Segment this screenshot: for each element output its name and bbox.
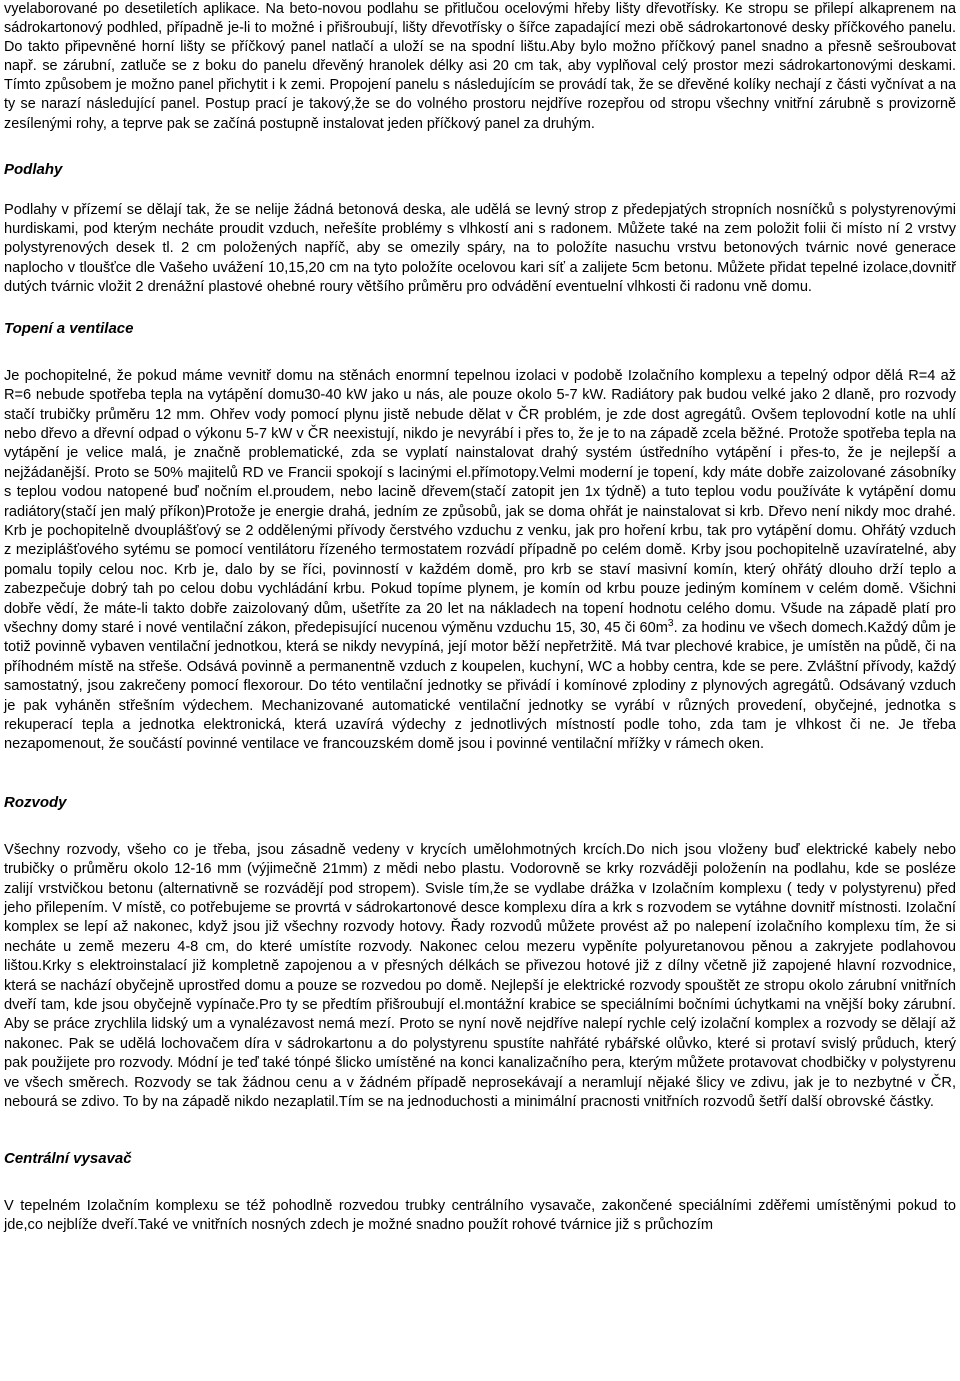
section-heading-podlahy: Podlahy (4, 160, 63, 178)
superscript-cubic: 3 (667, 618, 674, 630)
topeni-text-part-2: . za hodinu ve všech domech.Každý dům je totiž povinně vybaven ventilační jednotkou, která se nikdy nevypíná, její motor běží nepřetržitě. Má tvar plechové krabice, je umístěn na půdě, či na příhodném místě na střeše. Odsává povinně a permanentně vzduch z koupelen, kuchyní, WC a hobby centra, kde se pere. Zvláštní přívody, každý samostatný, jsou zakrečeny pomocí flexorour. Do této ventilační jednotky se přivádí i komínové zplodiny z plynových agregátů. Odsávaný vzduch je pak vyháněn střešním výdechem. Mechanizované automatické ventilační jednotky se vyrábí v různých provedení, obyčejné, jednotka s rekuperací tepla a jednotka elektronická, která uzavírá výdechy z jednotlivých místností podle toho, zda tam je vlhkost či ne. Je třeba nezapomenout, že součástí povinné ventilace ve francouzském domě jsou i povinné ventilační mřížky v rámech oken. (4, 619, 956, 753)
section-text-rozvody: Všechny rozvody, všeho co je třeba, jsou zásadně vedeny v krycích umělohmotných krcích.Do nich jsou vloženy buď elektrické kabely nebo trubičky o průměru okolo 12-16 mm (výjimečně 21mm) z mědi nebo plastu. Vodorovně se krky rozváději položenín na podlahu, kde se posléze zalijí vrstvičkou betonu (alternativně se rozvádějí pod stropem). Svisle tím,že se vydlabe drážka v Izolačním komplexu ( tedy v polystyrenu) před jeho přilepením. V místě, co potřebujeme se provrtá v sádrokartonové desce komplexu díra a krk s rozvodem se vytáhne dovnitř místnosti. Izolační komplex se lepí až nakonec, když jsou již všechny rozvody hotovy. Řady rozvodů můžete provést až po nalepení izolačního komplexu tím, že si necháte u země mezeru 4-8 cm, do které umístíte rozvody. Nakonec celou mezeru vypěníte polyuretanovou pěnou a zakryjete podlahovou lištou.Krky s elektroinstalací již kompletně zapojenou a v přesných délkách se přivezou hotové již z dílny včetně již zapojené hlavní rozvodnice, která se nachází obyčejně uprostřed domu a pouze se rozvedou po domě. Nejlepší je elektrické rozvody spouštět ze stropu okolo zárubní vnitřních dveří tam, kde jsou obyčejně vypínače.Pro ty se předtím přišroubují el.montážní krabice se speciálními bočními úchytkami na vnější boky zárubní. Aby se práce zrychlila lidský um a vynalézavost nemá mezí. Proto se nyní nově nejdříve nalepí rychle celý izolační komplex a rozvody se dělají až nakonec. Pak se udělá lochovačem díra v sádrokartonu a do polystyrenu spustíte nahřáté rybářské olůvko, které si protaví svislý průduch, který pak použijete pro rozvody. Módní je teď také tónpé šlicko umístěné na konci kanalizačního pera, kterým můžete protavovat chodbičky v polystyrenu ve všech směrech. Rozvody se tak žádnou cenu a v žádném případě neprosekávají a neramlují nějaké šlicy ve zdivu, jak je to nezbytné v ČR, nebourá se zdivo. To by na západě nikdo nezaplatil.Tím se na jednoduchosti a minimální pracnosti vnitřních rozvodů šetří další obrovské částky. (4, 841, 956, 1111)
section-text-centralni-vysavac: V tepelném Izolačním komplexu se též pohodlně rozvedou trubky centrálního vysavače, zakončené speciálními zděřemi umístěnými pokud to jde,co nejblíže dveří.Také ve vnitřních nosných zdech je možné snadno použít rohové tvárnice již s průchozím (4, 1197, 956, 1233)
section-text-topeni (4, 367, 956, 755)
section-heading-rozvody: Rozvody (4, 793, 67, 811)
section-heading-centralni-vysavac: Centrální vysavač (4, 1149, 132, 1167)
section-heading-topeni: Topení a ventilace (4, 319, 134, 337)
topeni-text-part-1: Je pochopitelné, že pokud máme vevnitř domu na stěnách enormní tepelnou izolaci v podobě Izolačního komplexu a tepelný odpor dělá R=4 až R=6 nebude spotřeba tepla na vytápění domu30-40 kW jako u nás, ale pouze okolo 5-7 kW. Radiátory pak budou velké jako 2 dlaně, pro rozvody stačí trubičky průměru 12 mm. Ohřev vody pomocí plynu jistě nebude dělat v ČR problém, je zde dost agregátů. Ovšem teplovodní kotle na uhlí nebo dřevo a dřevní odpad o výkonu 5-7 kW v ČR neexistují, nikdo je nevyrábí i přes to, že je to na západě zcela běžné. Protože spotřeba tepla na vytápění je velice malá, je značně problematické, zda se vyplatí nainstalovat drahý systém ústředního vytápění i přes-to, že je nejlepší a nejžádanější. Proto se 50% majitelů RD ve Francii spokojí s lacinými el.přímotopy.Velmi moderní je topení, kdy máte dobře zaizolované zásobníky s teplou vodou natopené buď nočním el.proudem, nebo lacině dřevem(stačí zatopit jen 1x týdně) a tuto teplou vodu používáte k vytápění domu radiátory(stačí jen malý příkon)Protože je energie drahá, jedním ze způsobů, jak se doma ohřát je nainstalovat si krb. Dřevo není nikdy moc drahé. Krb je pochopitelně dvouplášťový se 2 oddělenými přívody čerstvého vzduchu z venku, jak pro hoření krbu, tak pro vytápění domu. Ohřátý vzduch z meziplášťového sytému se pomocí ventilátoru řízeného termostatem rozvádí případně po celém domě. Krby jsou pochopitelně uzavíratelné, aby pomalu topily celou noc. Krb je, dalo by se říci, povinností v každém domě, pro krb se staví masivní komín, který ohřátý dlouho drží teplo a zabezpečuje dobrý tah po celou dobu vychládání krbu. Pokud topíme plynem, je komín od krbu pouze jediným komínem v celém domě. Všichni dobře vědí, že máte-li takto dobře zaizolovaný dům, ušetříte za 20 let na nákladech na topení hodnotu celého domu. Všude na západě platí pro všechny domy staré i nové ventilační zákon, předepisující nucenou výměnu vzduchu 15, 30, 45 či 60m (4, 367, 956, 636)
section-text-podlahy: Podlahy v přízemí se dělají tak, že se nelije žádná betonová deska, ale udělá se levný strop z předepjatých stropních nosníčků s polystyrenovými hurdiskami, pod kterým necháte proudit vzduch, neřešíte problémy s vlhkostí ani s radonem. Můžete také na zem položit folii či místo ní 2 vrstvy polystyrenových desek tl. 2 cm položených napříč, aby se omezily spáry, na to položíte nasuchu vrstvu betonových tvárnic nové generace naplocho v tloušťce dle Vašeho uvážení 10,15,20 cm na tyto položíte ocelovou kari síť a zalijete 5cm betonu. Můžete přidat tepelné izolace,dovnitř dutých tvárnic vložit 2 drenážní plastové ohebné roury většího průměru pro odvádění eventuelní vlhkosti či radonu vně domu. (4, 201, 956, 296)
intro-paragraph: vyelaborované po desetiletích aplikace. Na beto-novou podlahu se přitlučou ocelovými hřeby lišty dřevotřísky. Ke stropu se přilepí alkaprenem na sádrokartonový podhled, případně je-li to možné i přišroubují, lišty dřevotřísky o šířce zapadající mezi obě sádrokartonové desky příčkového panelu. Do takto připevněné horní lišty se příčkový panel natlačí a uloží se na spodní lištu.Aby bylo možno příčkový panel snadno a přesně sešroubovat např. se zárubní, zatluče se z boku do panelu dřevěný hranolek délky asi 20 cm tak, aby vyplňoval celý prostor mezi sádrokartonovými deskami. Tímto způsobem je možno panel přichytit i k zemi. Propojení panelu s následujícím se provádí tak, že se dřevěné kolíky nechají z části vyčnívat a na ty se narazí následující panel. Postup prací je takový,že se do volného prostoru nejdříve rozepřou od stropu všechny vnitřní zárubně s provizorně zesílenými rohy, a teprve pak se začíná postupně instalovat jeden příčkový panel za druhým. (4, 1, 956, 132)
